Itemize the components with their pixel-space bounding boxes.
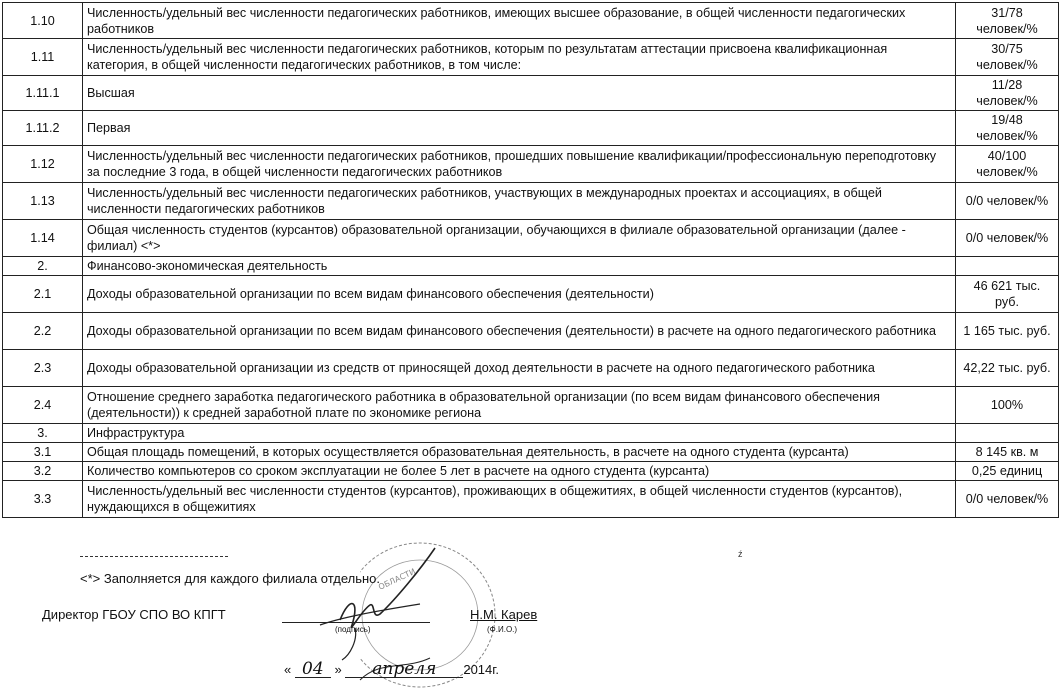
- row-value: [956, 424, 1059, 443]
- row-number: 1.11.1: [3, 76, 83, 111]
- row-description: Количество компьютеров со сроком эксплуатации не более 5 лет в расчете на одного студента (курсанта): [83, 462, 956, 481]
- row-description: Доходы образовательной организации по всем видам финансового обеспечения (деятельности): [83, 276, 956, 313]
- footnote-separator: [80, 556, 228, 557]
- row-description: Численность/удельный вес численности студентов (курсантов), проживающих в общежитиях, в общей численности студентов (курсантов), нуждающихся в общежитиях: [83, 481, 956, 518]
- table-row: [3, 220, 1059, 257]
- row-value: 0/0 человек/%: [956, 481, 1059, 518]
- table-row: [3, 111, 1059, 146]
- row-description: Общая численность студентов (курсантов) образовательной организации, обучающихся в филиале образовательной организации (далее - филиал) <*>: [83, 220, 956, 257]
- row-number: 1.14: [3, 220, 83, 257]
- table-row: [3, 276, 1059, 313]
- signature-line: [282, 622, 430, 623]
- date-month: апреля: [345, 661, 463, 678]
- date-open-quote: «: [284, 662, 292, 677]
- row-description: Доходы образовательной организации из средств от приносящей доход деятельности в расчете на одного педагогического работника: [83, 350, 956, 387]
- table-row: [3, 39, 1059, 76]
- table-row: [3, 387, 1059, 424]
- table-row: [3, 424, 1059, 443]
- date-day: 04: [295, 661, 331, 678]
- stamp-text: ОБЛАСТИ: [377, 566, 417, 592]
- row-value: 100%: [956, 387, 1059, 424]
- signature-caption: (подпись): [335, 625, 371, 634]
- row-number: 2.2: [3, 313, 83, 350]
- row-value: 0/0 человек/%: [956, 183, 1059, 220]
- row-description: Численность/удельный вес численности педагогических работников, участвующих в международных проектах и ассоциациях, в общей численности педагогических работников: [83, 183, 956, 220]
- indicators-table: [2, 2, 1059, 518]
- row-number: 1.12: [3, 146, 83, 183]
- table-row: [3, 76, 1059, 111]
- row-number: 2.3: [3, 350, 83, 387]
- table-row: [3, 257, 1059, 276]
- row-description: Общая площадь помещений, в которых осуществляется образовательная деятельность, в расчете на одного студента (курсанта): [83, 443, 956, 462]
- row-number: 2.1: [3, 276, 83, 313]
- row-value: [956, 257, 1059, 276]
- table-row: [3, 313, 1059, 350]
- director-name: Н.М. Карев: [470, 607, 538, 622]
- date-year: 2014г.: [463, 662, 500, 677]
- table-row: [3, 183, 1059, 220]
- director-position: Директор ГБОУ СПО ВО КПГТ: [42, 607, 226, 622]
- table-row: [3, 3, 1059, 39]
- row-value: 46 621 тыс. руб.: [956, 276, 1059, 313]
- row-value: 8 145 кв. м: [956, 443, 1059, 462]
- row-description: Первая: [83, 111, 956, 146]
- row-number: 3.1: [3, 443, 83, 462]
- row-value: 19/48 человек/%: [956, 111, 1059, 146]
- row-value: 42,22 тыс. руб.: [956, 350, 1059, 387]
- row-number: 2.: [3, 257, 83, 276]
- row-value: 30/75 человек/%: [956, 39, 1059, 76]
- footnote-text: <*> Заполняется для каждого филиала отдельно.: [80, 571, 381, 586]
- row-description: Финансово-экономическая деятельность: [83, 257, 956, 276]
- row-number: 1.11: [3, 39, 83, 76]
- row-number: 3.3: [3, 481, 83, 518]
- table-row: [3, 350, 1059, 387]
- row-description: Высшая: [83, 76, 956, 111]
- row-value: 31/78 человек/%: [956, 3, 1059, 39]
- row-number: 1.13: [3, 183, 83, 220]
- table-row: [3, 146, 1059, 183]
- row-description: Численность/удельный вес численности педагогических работников, имеющих высшее образование, в общей численности педагогических работников: [83, 3, 956, 39]
- date-close-quote: »: [334, 662, 342, 677]
- signature-date: [284, 661, 499, 678]
- row-value: 11/28 человек/%: [956, 76, 1059, 111]
- row-number: 1.10: [3, 3, 83, 39]
- table-row: [3, 462, 1059, 481]
- table-row: [3, 443, 1059, 462]
- row-value: 1 165 тыс. руб.: [956, 313, 1059, 350]
- row-number: 2.4: [3, 387, 83, 424]
- row-number: 3.: [3, 424, 83, 443]
- row-description: Численность/удельный вес численности педагогических работников, прошедших повышение квалификации/профессиональную переподготовку за последние 3 года, в общей численности педагогических работников: [83, 146, 956, 183]
- row-number: 3.2: [3, 462, 83, 481]
- row-value: 40/100 человек/%: [956, 146, 1059, 183]
- table-row: [3, 481, 1059, 518]
- row-value: 0/0 человек/%: [956, 220, 1059, 257]
- row-description: Численность/удельный вес численности педагогических работников, которым по результатам аттестации присвоена квалификационная категория, в общей численности педагогических работников, в том числе:: [83, 39, 956, 76]
- row-description: Доходы образовательной организации по всем видам финансового обеспечения (деятельности) в расчете на одного педагогического работника: [83, 313, 956, 350]
- stray-mark: ź: [738, 549, 743, 559]
- name-caption: (Ф.И.О.): [487, 625, 518, 634]
- row-value: 0,25 единиц: [956, 462, 1059, 481]
- row-description: Инфраструктура: [83, 424, 956, 443]
- row-number: 1.11.2: [3, 111, 83, 146]
- row-description: Отношение среднего заработка педагогического работника в образовательной организации (по всем видам финансового обеспечения (деятельности)) к средней заработной плате по экономике региона: [83, 387, 956, 424]
